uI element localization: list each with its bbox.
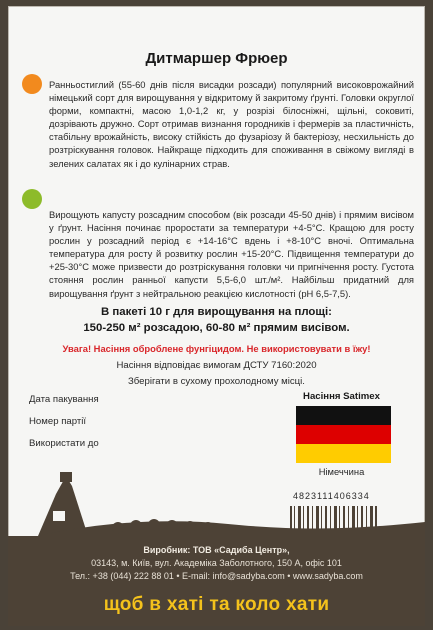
quality-standard: Насіння відповідає вимогам ДСТУ 7160:2020 (116, 360, 317, 371)
seed-brand: Насіння Satimex (303, 391, 380, 402)
description-bullet-icon (22, 74, 42, 94)
packet-info-line-1: В пакеті 10 г для вирощування на площі: (101, 306, 332, 318)
barcode-number: 4823111406334 (293, 491, 370, 501)
flag-stripe-black (296, 406, 391, 425)
barn-icon (38, 476, 88, 536)
brand-slogan: щоб в хаті та коло хати (103, 594, 330, 615)
product-title: Дитмаршер Фрюер (145, 50, 288, 67)
variety-description: Ранньостиглий (55-60 днів після висадки розсади) популярний високоврожайний німецький сорт для вирощування у відкритому й закритому ґрунті. Головки округлої форми, компактні, масою 1,0-1,2 кг, у розрізі білосніжні, щільні, соковиті, дозрівають дружно. Сорт отримав визнання городників і фермерів за пластичність, стабільну врожайність, високу стійкість до фузаріозу й бактеріозу, несхильність до розтріскування головок. Найкраще підходить для споживання в свіжому вигляді в зелених салатах як і до кулінарних страв. (49, 79, 414, 169)
use-by-label: Використати до (29, 438, 99, 449)
seed-packet-back (8, 6, 425, 626)
flag-stripe-red (296, 425, 391, 444)
country-of-origin: Німеччина (318, 466, 365, 477)
batch-number-label: Номер партії (29, 416, 87, 427)
producer-contacts: Тел.: +38 (044) 222 88 01 • E-mail: info@sadyba.com • www.sadyba.com (70, 571, 363, 581)
storage-instructions: Зберігати в сухому прохолодному місці. (128, 376, 305, 387)
fungicide-warning: Увага! Насіння оброблене фунгіцидом. Не використовувати в їжу! (62, 343, 371, 354)
producer-name: Виробник: ТОВ «Садиба Центр», (143, 545, 290, 555)
producer-address: 03143, м. Київ, вул. Академіка Заболотного, 150 А, офіс 101 (91, 558, 342, 568)
pack-date-label: Дата пакування (29, 394, 99, 405)
cultivation-bullet-icon (22, 189, 42, 209)
packet-info (8, 304, 425, 336)
cultivation-instructions: Вирощують капусту розсадним способом (вік розсади 45-50 днів) і прямим висівом у ґрунт. Насіння починає проростати за температури +4-5°С. Кращою для росту рослин у розсадний період є +14-16°С вдень і +8-10°С вночі. Оптимальна температура для росту й розвитку рослин +15-20°С. Підвищення температури до +25-30°С може призвести до розтріскування головки чи пригнічення росту. Густота стояння рослин ранньої капусти 5,5-6,0 шт./м². Найбільш придатний для вирощування ґрунт з нейтральною реакцією кислотності (рН 6,5-7,5). (49, 209, 414, 299)
packet-info-line-2: 150-250 м² розсадою, 60-80 м² прямим висівом. (83, 322, 350, 334)
